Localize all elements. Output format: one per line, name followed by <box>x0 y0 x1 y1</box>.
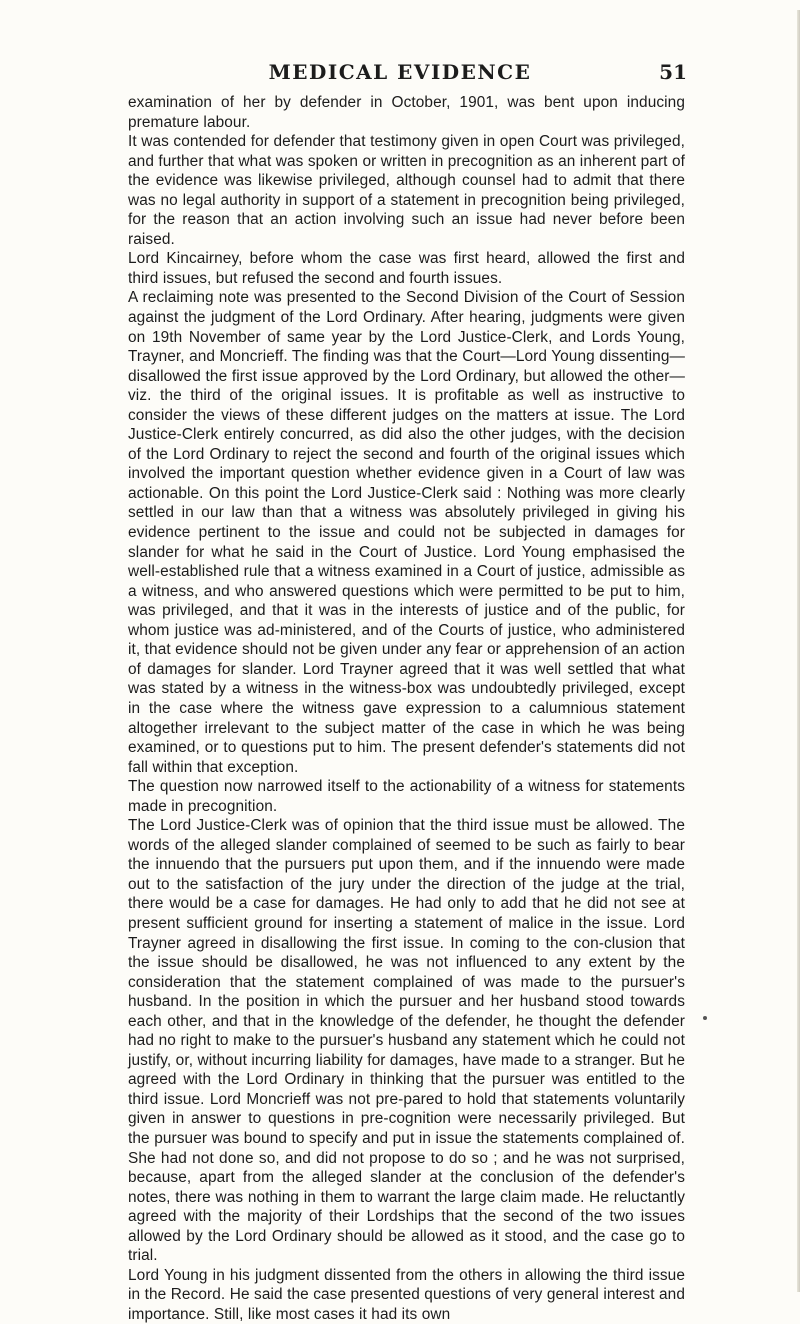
paragraph: Lord Kincairney, before whom the case was first heard, allowed the first and third issues, but refused the second and fourth issues. <box>128 250 685 287</box>
paragraph: It was contended for defender that testimony given in open Court was privileged, and further that what was spoken or written in precognition as an inherent part of the evidence was likewise privileged, although counsel had to admit that there was no legal authority in support of a statement in precognition being privileged, for the reason that an action involving such an issue had never before been raised. <box>128 133 685 248</box>
body-text <box>128 93 685 1324</box>
paragraph: The Lord Justice-Clerk was of opinion that the third issue must be allowed. The words of the alleged slander complained of seemed to be such as fairly to bear the innuendo that the pursuers put upon them, and if the innuendo were made out to the satisfaction of the jury under the direction of the judge at the trial, there would be a case for damages. He had only to add that he did not see at present sufficient ground for inserting a statement of malice in the issue. Lord Trayner agreed in disallowing the first issue. In coming to the con-clusion that the issue should be disallowed, he was not influenced to any extent by the consideration that the statement complained of was made to the pursuer's husband. In the position in which the pursuer and her husband stood towards each other, and that in the knowledge of the defender, he thought the defender had no right to make to the pursuer's husband any statement which he could not justify, or, without incurring liability for damages, have made to a stranger. But he agreed with the Lord Ordinary in thinking that the pursuer was entitled to the third issue. Lord Moncrieff was not pre-pared to hold that statements voluntarily given in answer to questions in pre-cognition were necessarily privileged. But the pursuer was bound to specify and put in issue the statements complained of. She had not done so, and did not propose to do so ; and he was not surprised, because, apart from the alleged slander at the conclusion of the defender's notes, there was nothing in them to warrant the large claim made. He reluctantly agreed with the majority of their Lordships that the second of the two issues allowed by the Lord Ordinary should be allowed as it stood, and the case go to trial. <box>128 817 685 1265</box>
paragraph: The question now narrowed itself to the actionability of a witness for statements made in precognition. <box>128 778 685 815</box>
page-number: 51 <box>659 60 687 84</box>
paragraph: Lord Young in his judgment dissented from the others in allowing the third issue in the Record. He said the case presented questions of very general interest and importance. Still, like most cases it had its own <box>128 1266 685 1323</box>
paragraph: A reclaiming note was presented to the Second Division of the Court of Session against the judgment of the Lord Ordinary. After hearing, judgments were given on 19th November of same year by the Lord Justice-Clerk, and Lords Young, Trayner, and Moncrieff. The finding was that the Court—Lord Young dissenting—disallowed the first issue approved by the Lord Ordinary, but allowed the other—viz. the third of the original issues. It is profitable as well as instructive to consider the views of these different judges on the matters at issue. The Lord Justice-Clerk entirely concurred, as did also the other judges, with the decision of the Lord Ordinary to reject the second and fourth of the original issues which involved the important question whether evidence given in a Court of law was actionable. On this point the Lord Justice-Clerk said : Nothing was more clearly settled in our law than that a witness was absolutely privileged in giving his evidence pertinent to the issue and could not be subjected in damages for slander for what he said in the Court of Justice. Lord Young emphasised the well-established rule that a witness examined in a Court of justice, admissible as a witness, and who answered questions which were permitted to be put to him, was privileged, and that it was in the interests of justice and of the public, for whom justice was ad-ministered, and of the Courts of justice, who administered it, that evidence should not be given under any fear or apprehension of an action of damages for slander. Lord Trayner agreed that it was well settled that what was stated by a witness in the witness-box was undoubtedly privileged, except in the case where the witness gave expression to a calumnious statement altogether irrelevant to the subject matter of the case in which he was being examined, or to questions put to him. The present defender's statements did not fall within that exception. <box>128 289 685 776</box>
running-title: MEDICAL EVIDENCE <box>268 60 532 84</box>
page-header <box>0 60 800 90</box>
ink-speck <box>703 1016 707 1020</box>
paragraph: examination of her by defender in October, 1901, was bent upon inducing premature labour. <box>128 94 685 131</box>
